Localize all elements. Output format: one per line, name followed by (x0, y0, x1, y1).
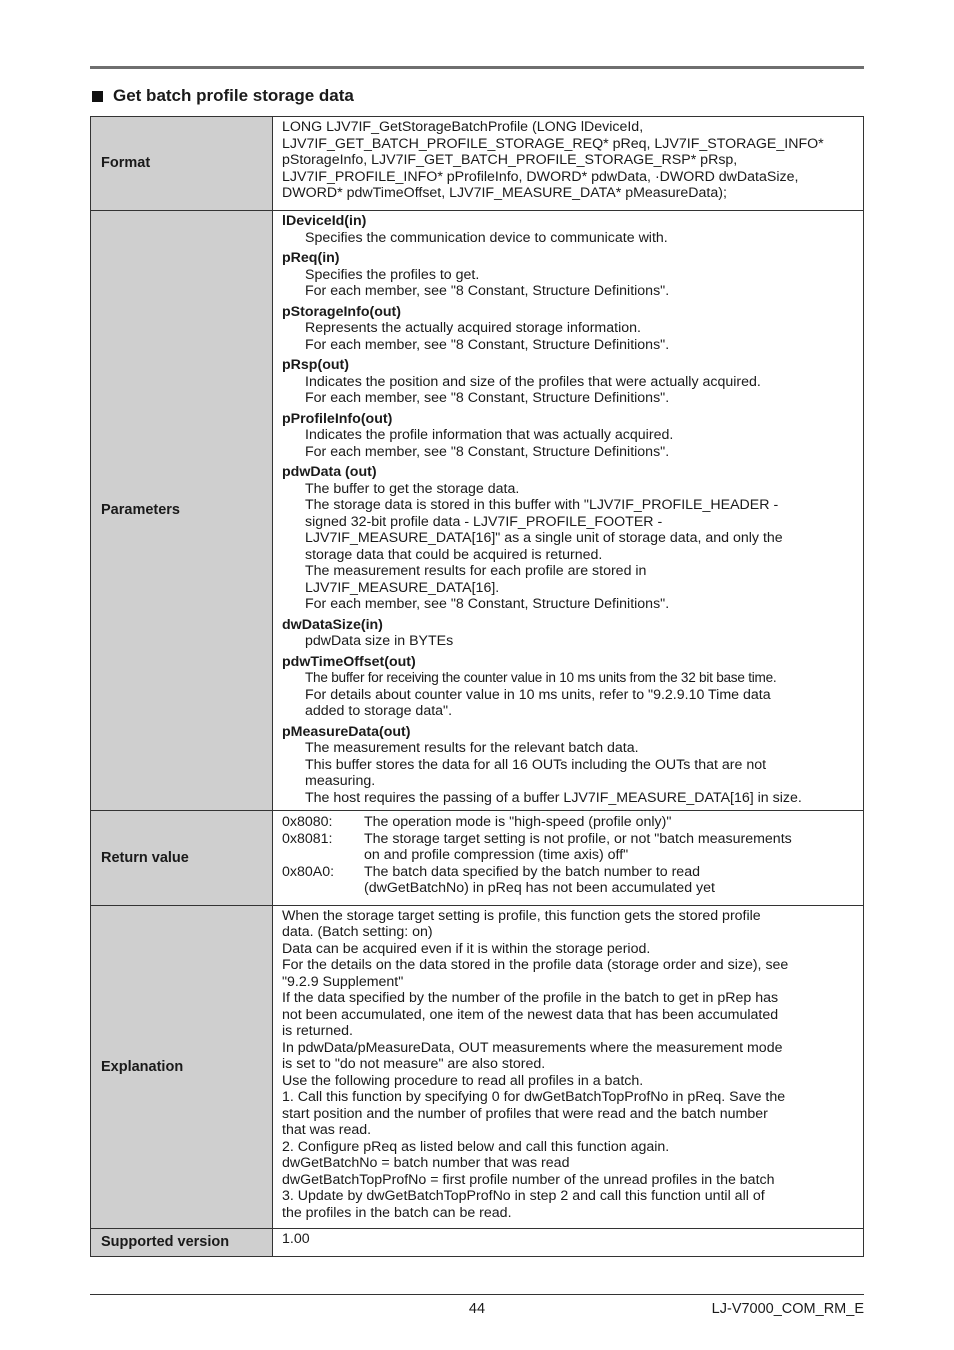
return-code-line: on and profile compression (time axis) off" (364, 847, 629, 863)
param-name: pdwTimeOffset(out) (282, 653, 416, 670)
param-name: pProfileInfo(out) (282, 410, 393, 427)
param-desc: added to storage data". (305, 703, 453, 719)
bottom-rule (90, 1294, 864, 1295)
parameters-label: Parameters (91, 211, 273, 811)
return-code-desc (364, 864, 854, 897)
param-desc: For each member, see "8 Constant, Structure Definitions". (305, 283, 670, 299)
param-name: dwDataSize(in) (282, 616, 383, 633)
explanation-line: Data can be acquired even if it is within the storage period. (282, 940, 651, 957)
param-desc: For each member, see "8 Constant, Structure Definitions". (305, 390, 670, 406)
explanation-line: not been accumulated, one item of the newest data that has been accumulated (282, 1006, 779, 1023)
param-desc: LJV7IF_MEASURE_DATA[16]" as a single unit of storage data, and only the (305, 530, 783, 546)
param-desc: For details about counter value in 10 ms units, refer to "9.2.9.10 Time data (305, 686, 771, 703)
supported-version-value: 1.00 (273, 1229, 864, 1257)
param-name: pReq(in) (282, 250, 340, 266)
return-value-label: Return value (91, 811, 273, 906)
param-desc: Indicates the position and size of the profiles that were actually acquired. (305, 373, 761, 390)
format-label: Format (91, 117, 273, 211)
return-code-desc (364, 831, 854, 864)
return-code: 0x80A0: (282, 863, 335, 880)
return-value-content (273, 811, 864, 906)
explanation-line: data. (Batch setting: on) (282, 924, 433, 940)
explanation-line: 3. Update by dwGetBatchTopProfNo in step 2 and call this function until all of (282, 1188, 765, 1204)
param-name: pMeasureData(out) (282, 723, 411, 740)
parameters-content (273, 211, 864, 811)
param-desc: pdwData size in BYTEs (305, 633, 454, 649)
format-line: LONG LJV7IF_GetStorageBatchProfile (LONG lDeviceId, (282, 119, 644, 135)
explanation-line: For the details on the data stored in the profile data (storage order and size), see (282, 957, 789, 973)
param-desc: The measurement results for the relevant batch data. (305, 740, 639, 756)
explanation-line: Use the following procedure to read all profiles in a batch. (282, 1072, 644, 1089)
param-desc: For each member, see "8 Constant, Structure Definitions". (305, 596, 670, 612)
param-desc: The measurement results for each profile are stored in (305, 563, 647, 579)
supported-version-label: Supported version (91, 1229, 273, 1257)
return-value-row (91, 811, 864, 906)
format-row (91, 117, 864, 211)
param-name: lDeviceId(in) (282, 213, 367, 229)
page-number: 44 (468, 1301, 486, 1317)
param-name: pRsp(out) (282, 357, 349, 373)
return-code-desc (364, 814, 854, 831)
top-rule (90, 66, 864, 69)
param-desc: Specifies the communication device to communicate with. (305, 229, 668, 246)
supported-version-row (91, 1229, 864, 1257)
explanation-content (273, 905, 864, 1229)
explanation-line: that was read. (282, 1122, 372, 1138)
explanation-line: dwGetBatchTopProfNo = first profile number of the unread profiles in the batch (282, 1171, 775, 1188)
param-desc: For each member, see "8 Constant, Structure Definitions". (305, 443, 670, 460)
param-desc: Specifies the profiles to get. (305, 266, 480, 283)
return-code-line: The operation mode is "high-speed (profile only)" (364, 814, 672, 830)
return-code: 0x8080: (282, 814, 333, 830)
explanation-label: Explanation (91, 905, 273, 1229)
param-desc: The buffer to get the storage data. (305, 480, 520, 497)
explanation-line: "9.2.9 Supplement" (282, 973, 404, 990)
param-desc: signed 32-bit profile data - LJV7IF_PROFILE_FOOTER - (305, 513, 663, 530)
param-desc: This buffer stores the data for all 16 OUTs including the OUTs that are not (305, 756, 767, 773)
return-code-line: (dwGetBatchNo) in pReq has not been accumulated yet (364, 880, 715, 896)
explanation-line: dwGetBatchNo = batch number that was read (282, 1155, 570, 1171)
explanation-line: the profiles in the batch can be read. (282, 1204, 512, 1221)
return-code-row (282, 814, 854, 831)
section-title (92, 86, 354, 106)
explanation-line: 1. Call this function by specifying 0 for dwGetBatchTopProfNo in pReq. Save the (282, 1089, 786, 1105)
param-name: pStorageInfo(out) (282, 303, 401, 320)
explanation-line: 2. Configure pReq as listed below and call this function again. (282, 1138, 670, 1155)
document-id: LJ-V7000_COM_RM_E (711, 1301, 864, 1317)
explanation-line: is returned. (282, 1023, 353, 1039)
param-desc: The buffer for receiving the counter value in 10 ms units from the 32 bit base time. (305, 670, 777, 685)
format-line: DWORD* pdwTimeOffset, LJV7IF_MEASURE_DATA* pMeasureData); (282, 185, 727, 201)
section-title-text: Get batch profile storage data (113, 86, 354, 105)
return-code-row (282, 831, 854, 864)
return-code-line: The batch data specified by the batch number to read (364, 863, 700, 880)
return-code-line: The storage target setting is not profile, or not "batch measurements (364, 830, 792, 847)
param-desc: For each member, see "8 Constant, Structure Definitions". (305, 336, 670, 353)
format-content (273, 117, 864, 211)
format-line: LJV7IF_PROFILE_INFO* pProfileInfo, DWORD* pdwData, ·DWORD dwDataSize, (282, 168, 799, 185)
param-desc: The storage data is stored in this buffer with "LJV7IF_PROFILE_HEADER - (305, 497, 779, 513)
explanation-line: When the storage target setting is profile, this function gets the stored profile (282, 907, 761, 924)
explanation-row (91, 905, 864, 1229)
function-spec-table (90, 116, 864, 1257)
param-desc: Indicates the profile information that was actually acquired. (305, 427, 674, 443)
param-desc: The host requires the passing of a buffer LJV7IF_MEASURE_DATA[16] in size. (305, 789, 802, 806)
explanation-line: If the data specified by the number of the profile in the batch to get in pRep has (282, 990, 779, 1006)
return-code-row (282, 864, 854, 897)
explanation-line: start position and the number of profiles that were read and the batch number (282, 1105, 768, 1122)
return-code: 0x8081: (282, 830, 333, 847)
format-line: LJV7IF_GET_BATCH_PROFILE_STORAGE_REQ* pReq, LJV7IF_STORAGE_INFO* (282, 135, 824, 152)
param-desc: Represents the actually acquired storage information. (305, 320, 641, 336)
param-name: pdwData (out) (282, 464, 377, 480)
parameters-row (91, 211, 864, 811)
param-desc: LJV7IF_MEASURE_DATA[16]. (305, 579, 500, 596)
param-desc: measuring. (305, 773, 376, 789)
format-line: pStorageInfo, LJV7IF_GET_BATCH_PROFILE_STORAGE_RSP* pRsp, (282, 152, 738, 168)
explanation-line: is set to "do not measure" are also stored. (282, 1056, 546, 1072)
explanation-line: In pdwData/pMeasureData, OUT measurements where the measurement mode (282, 1039, 783, 1056)
square-bullet-icon (92, 91, 103, 102)
param-desc: storage data that could be acquired is returned. (305, 546, 603, 563)
